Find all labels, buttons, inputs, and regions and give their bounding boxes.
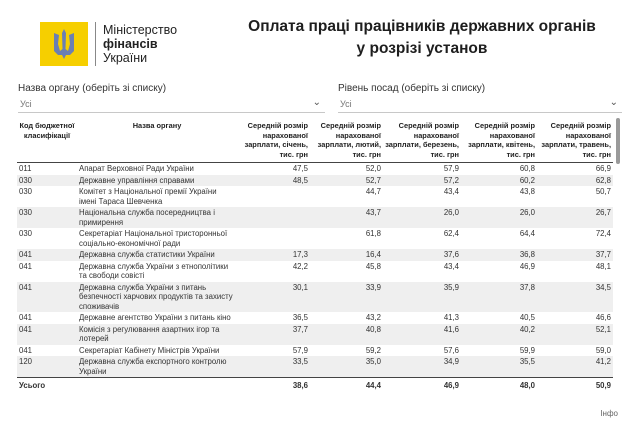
code-cell: 041	[17, 249, 77, 261]
salary-cell-may: 52,1	[537, 324, 613, 345]
table-row[interactable]	[17, 324, 613, 345]
salary-cell-mar: 43,4	[443, 261, 459, 271]
salary-cell-may: 72,4	[595, 229, 611, 238]
salary-cell-apr: 26,0	[461, 207, 537, 228]
logo-line-1: Міністерство	[103, 23, 178, 37]
organ-name-cell: Комісія з регулювання азартних ігор та лотерей	[77, 324, 237, 345]
column-header[interactable]: Середній розмір нарахованої зарплати, лютий, тис. грн	[310, 118, 383, 163]
salary-cell-apr: 35,5	[461, 356, 537, 378]
table-row[interactable]	[17, 345, 613, 357]
salary-cell-feb: 52,7	[310, 175, 383, 187]
salary-cell-feb: 61,8	[365, 229, 381, 238]
salary-cell-feb: 59,2	[365, 345, 381, 355]
salary-cell-mar: 26,0	[383, 207, 461, 228]
salary-cell-mar: 41,3	[443, 313, 459, 322]
code-cell: 041	[19, 345, 33, 355]
salary-cell-mar: 57,2	[383, 175, 461, 187]
organ-filter-label: Назва органу (оберіть зі списку)	[18, 83, 167, 94]
level-filter-value: Усі	[340, 99, 352, 109]
column-header[interactable]: Код бюджетної класифікації	[17, 118, 77, 163]
logo-divider	[95, 22, 96, 66]
report-header	[0, 0, 622, 78]
total-may: 50,9	[537, 378, 613, 392]
table-row[interactable]	[17, 207, 613, 228]
total-feb: 44,4	[310, 378, 383, 392]
table-row[interactable]	[17, 249, 613, 261]
code-cell: 041	[17, 282, 77, 313]
organ-name-cell: Державна служба України з етнополітики та свободи совісті	[79, 261, 229, 280]
salary-cell-jan: 17,3	[237, 249, 310, 261]
logo-line-2: фінансів	[103, 37, 158, 51]
salary-cell-jan: 57,9	[292, 345, 308, 355]
table-row[interactable]	[17, 261, 613, 282]
organ-name-cell: Секретаріат Національної тристоронньої соціально-економічної ради	[79, 229, 228, 248]
total-mar: 46,9	[383, 378, 461, 392]
salary-cell-jan: 33,5	[237, 356, 310, 378]
salary-cell-apr: 40,5	[519, 313, 535, 322]
trident-icon	[40, 22, 88, 66]
code-cell: 030	[19, 187, 33, 196]
salary-cell-apr: 40,2	[461, 324, 537, 345]
salary-cell-feb: 44,7	[365, 187, 381, 196]
total-apr: 48,0	[461, 378, 537, 392]
salary-cell-may: 41,2	[537, 356, 613, 378]
organ-name-cell: Апарат Верховної Ради України	[79, 164, 194, 173]
salary-cell-feb: 45,8	[365, 261, 381, 271]
salary-cell-mar: 37,6	[383, 249, 461, 261]
total-name-cell	[77, 378, 237, 392]
table-row[interactable]	[17, 186, 613, 207]
salary-cell-feb: 40,8	[310, 324, 383, 345]
page-title-line-2: у розрізі установ	[356, 40, 488, 57]
salary-cell-feb: 43,2	[365, 313, 381, 322]
organ-name-cell: Державне агентство України з питань кіно	[79, 313, 231, 322]
table-row[interactable]	[17, 312, 613, 324]
salary-cell-may: 37,7	[537, 249, 613, 261]
total-label: Усього	[17, 378, 77, 392]
salary-table[interactable]	[17, 118, 613, 414]
organ-name-cell: Секретаріат Кабінету Міністрів України	[79, 345, 220, 355]
salary-cell-jan	[237, 186, 310, 207]
salary-cell-apr: 64,4	[519, 229, 535, 238]
code-cell: 030	[17, 175, 77, 187]
page-title-line-1: Оплата праці працівників державних органів	[248, 18, 596, 35]
info-link[interactable]: Інфо	[600, 409, 618, 418]
column-header[interactable]: Середній розмір нарахованої зарплати, січень, тис. грн	[237, 118, 310, 163]
table-row[interactable]	[17, 356, 613, 378]
organ-name-cell: Національна служба посередництва і примирення	[77, 207, 237, 228]
salary-cell-mar: 41,6	[383, 324, 461, 345]
salary-cell-mar: 34,9	[383, 356, 461, 378]
code-cell: 041	[19, 261, 33, 271]
salary-cell-jan: 30,1	[237, 282, 310, 313]
organ-name-cell: Державна служба експортного контролю України	[77, 356, 237, 378]
salary-cell-apr: 43,8	[519, 187, 535, 196]
column-header[interactable]: Середній розмір нарахованої зарплати, квітень, тис. грн	[461, 118, 537, 163]
code-cell: 030	[19, 229, 33, 238]
salary-cell-jan: 48,5	[237, 175, 310, 187]
code-cell: 041	[17, 324, 77, 345]
organ-name-cell: Державне управління справами	[77, 175, 237, 187]
logo-text	[103, 23, 177, 65]
salary-cell-jan: 36,5	[292, 313, 308, 322]
salary-cell-jan: 42,2	[292, 261, 308, 271]
column-header[interactable]: Назва органу	[77, 118, 237, 163]
salary-cell-apr: 59,9	[519, 345, 535, 355]
salary-cell-apr: 60,2	[461, 175, 537, 187]
organ-filter-dropdown[interactable]	[18, 96, 325, 113]
salary-cell-mar: 35,9	[383, 282, 461, 313]
salary-cell-mar: 57,6	[443, 345, 459, 355]
table-row[interactable]	[17, 163, 613, 175]
column-header[interactable]: Середній розмір нарахованої зарплати, березень, тис. грн	[383, 118, 461, 163]
table-row[interactable]	[17, 228, 613, 249]
column-header[interactable]: Середній розмір нарахованої зарплати, травень, тис. грн	[537, 118, 613, 163]
salary-cell-jan: 37,7	[237, 324, 310, 345]
organ-name-cell: Комітет з Національної премії України імені Тараса Шевченка	[79, 187, 217, 206]
level-filter-dropdown[interactable]	[338, 96, 622, 113]
salary-cell-feb: 16,4	[310, 249, 383, 261]
salary-cell-apr: 60,8	[519, 164, 535, 173]
table-row[interactable]	[17, 282, 613, 313]
salary-cell-apr: 36,8	[461, 249, 537, 261]
salary-cell-jan	[237, 228, 310, 249]
salary-cell-jan: 47,5	[292, 164, 308, 173]
salary-cell-apr: 37,8	[461, 282, 537, 313]
salary-cell-feb: 52,0	[365, 164, 381, 173]
ministry-logo	[40, 22, 177, 66]
salary-cell-jan	[237, 207, 310, 228]
code-cell: 041	[19, 313, 33, 322]
organ-name-cell: Державна служба України з питань безпечності харчових продуктів та захисту споживачів	[77, 282, 237, 313]
table-scrollbar[interactable]	[616, 118, 620, 164]
total-jan: 38,6	[237, 378, 310, 392]
code-cell: 030	[17, 207, 77, 228]
total-row	[17, 378, 613, 392]
salary-cell-may: 59,0	[595, 345, 611, 355]
salary-cell-may: 66,9	[595, 164, 611, 173]
salary-cell-feb: 35,0	[310, 356, 383, 378]
page-title	[232, 16, 612, 60]
salary-cell-may: 46,6	[595, 313, 611, 322]
code-cell: 011	[19, 164, 32, 173]
table-header-row	[17, 118, 613, 163]
logo-line-3: України	[103, 51, 148, 65]
salary-cell-feb: 43,7	[310, 207, 383, 228]
level-filter-label: Рівень посад (оберіть зі списку)	[338, 83, 486, 94]
code-cell: 120	[17, 356, 77, 378]
salary-cell-apr: 46,9	[519, 261, 535, 271]
salary-cell-may: 26,7	[537, 207, 613, 228]
salary-cell-may: 48,1	[595, 261, 611, 271]
salary-cell-mar: 43,4	[443, 187, 459, 196]
salary-cell-mar: 62,4	[443, 229, 459, 238]
salary-cell-mar: 57,9	[443, 164, 459, 173]
table-row[interactable]	[17, 175, 613, 187]
chevron-down-icon: ⌄	[312, 97, 321, 108]
chevron-down-icon: ⌄	[609, 97, 618, 108]
salary-cell-may: 62,8	[537, 175, 613, 187]
organ-filter-value: Усі	[20, 99, 32, 109]
organ-name-cell: Державна служба статистики України	[77, 249, 237, 261]
salary-cell-may: 50,7	[595, 187, 611, 196]
salary-cell-may: 34,5	[537, 282, 613, 313]
salary-cell-feb: 33,9	[310, 282, 383, 313]
